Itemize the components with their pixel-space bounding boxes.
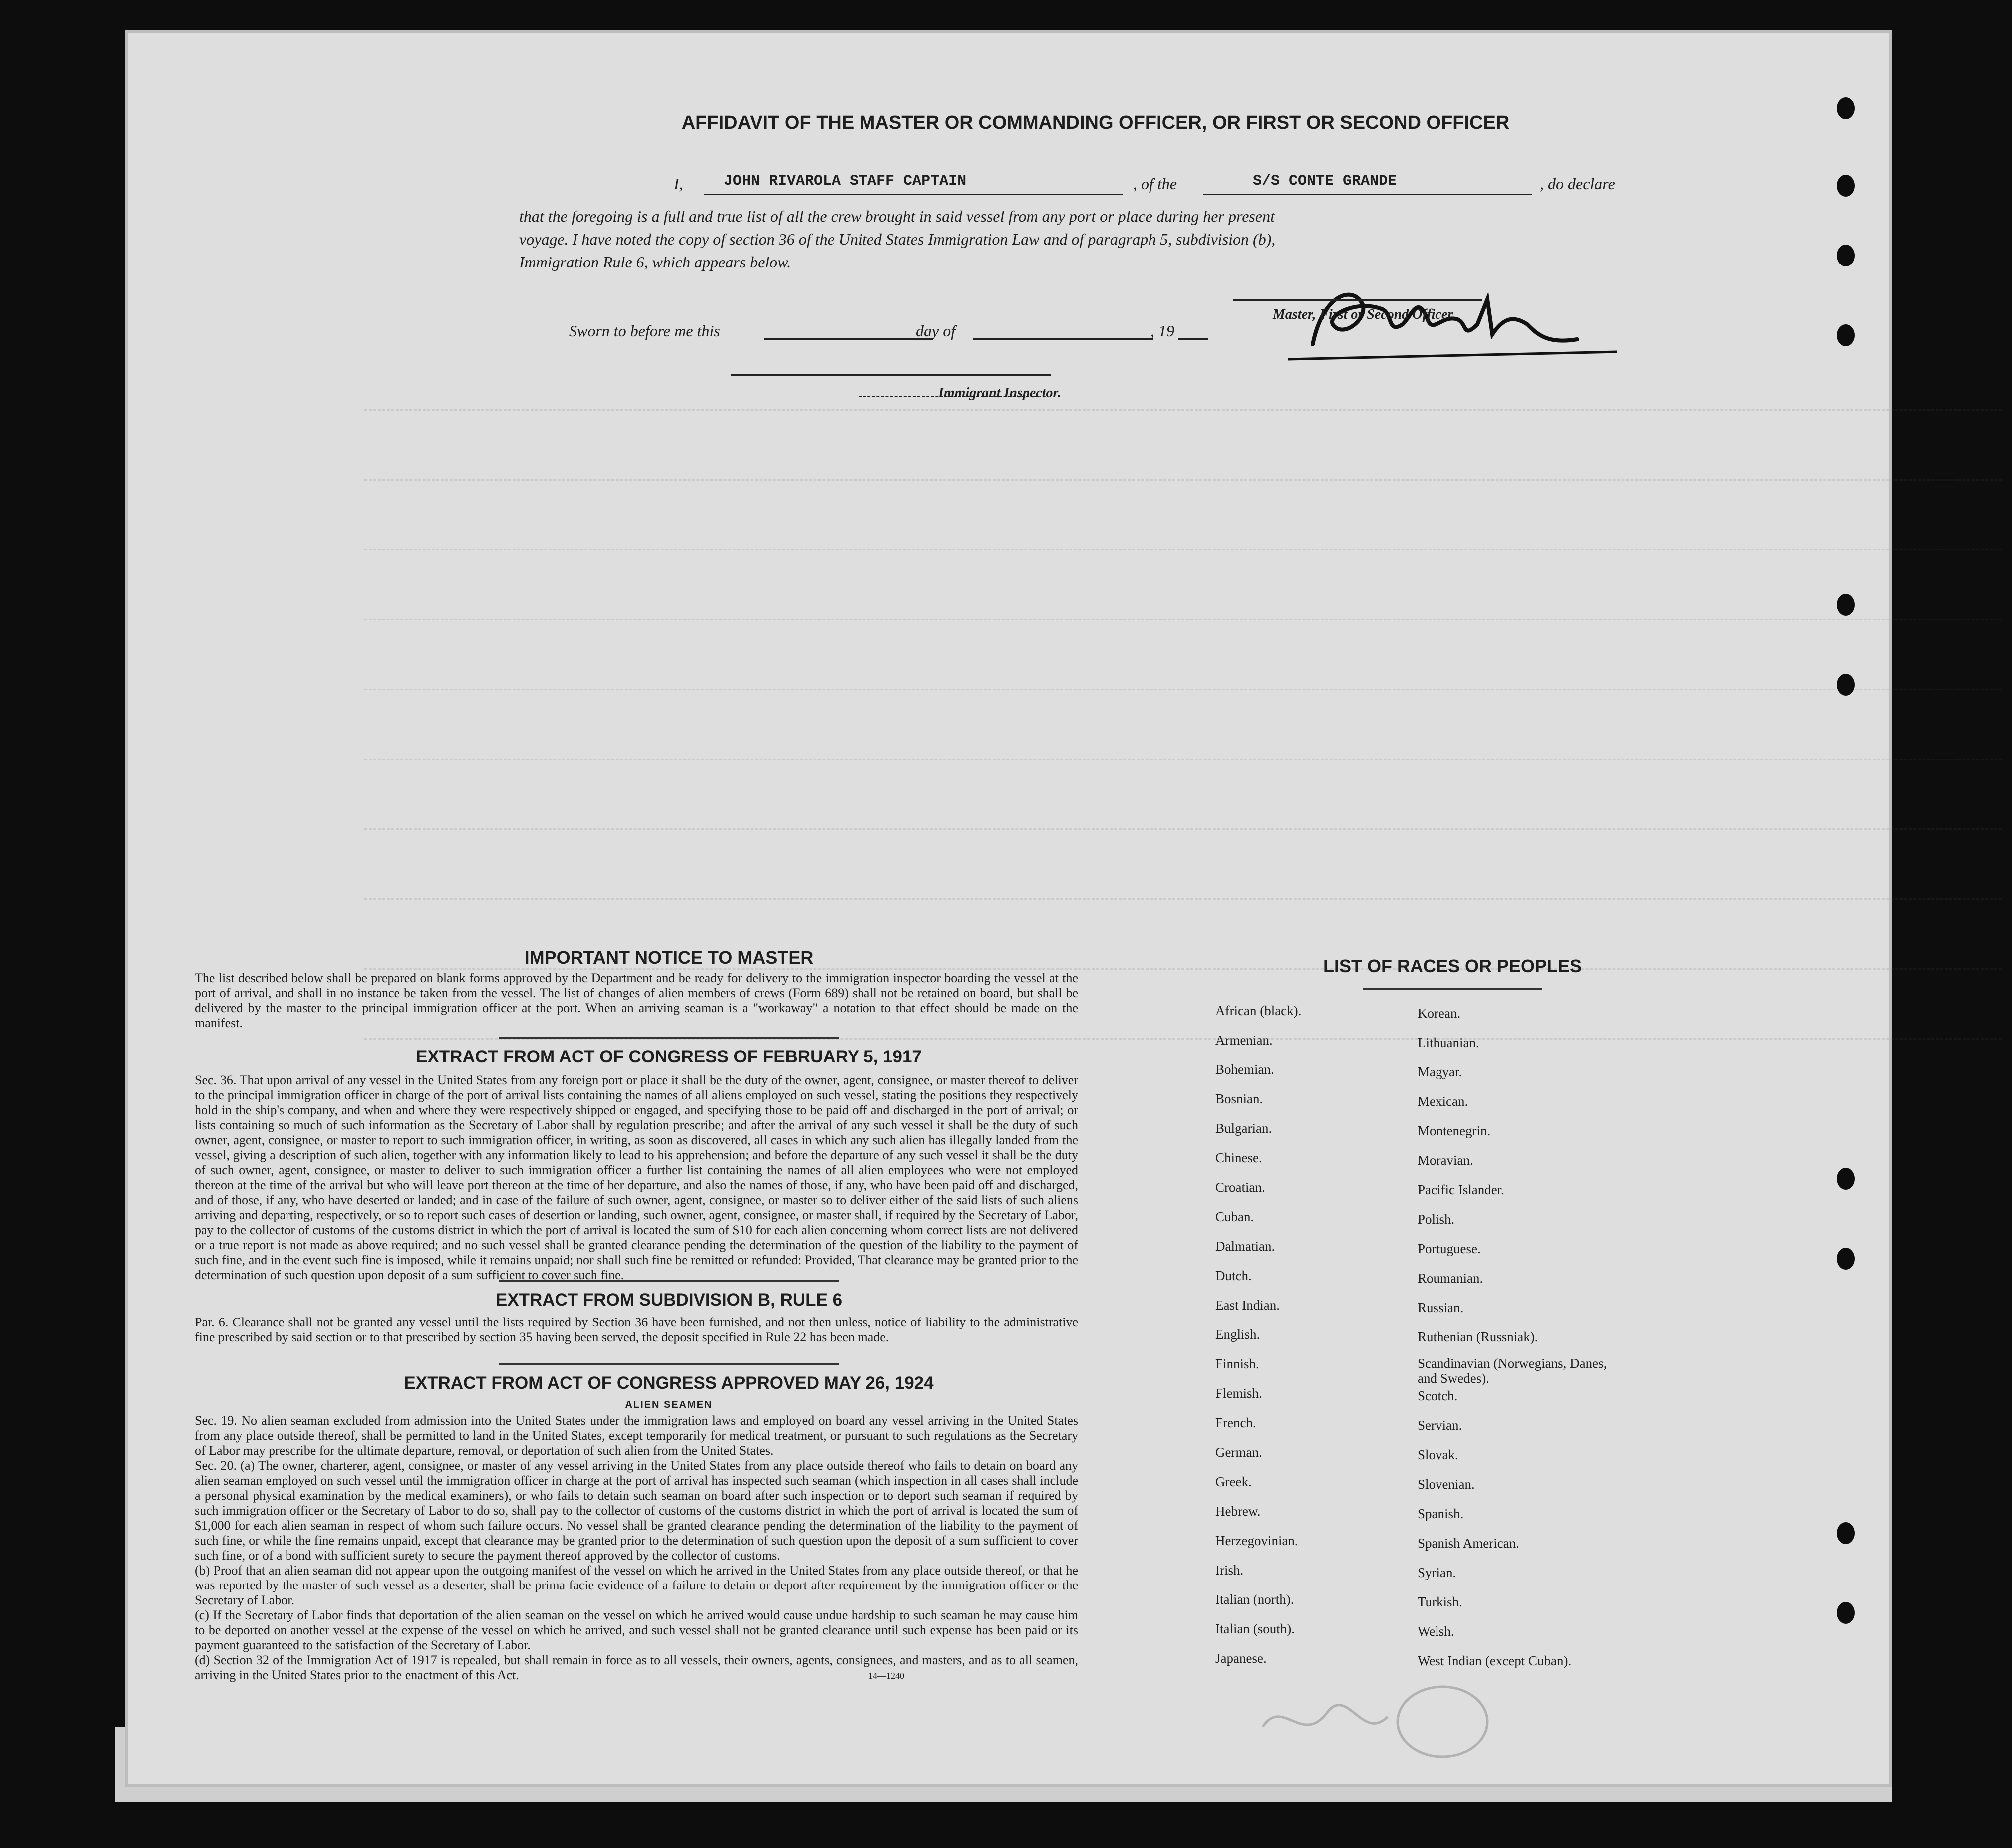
manifest-page	[125, 30, 1892, 1787]
race-item: Welsh.	[1418, 1624, 1454, 1639]
extract-1924-para-2: Sec. 20. (a) The owner, charterer, agent, consignee, or master of any vessel arriving in the United States from any place outside thereof who fails to detain on board any alien seaman employed on such vessel until the immigration officer in charge at the port of arrival has inspected such seaman (which inspection in all cases shall include a personal physical examination by the medical examiners), or who fails to detain such seaman on board after such inspection or to deport such seaman if required by such immigration officer or the Secretary of Labor to do so, shall pay to the collector of customs of the customs district in which the port of arrival is located the sum of $1,000 for each alien seaman in respect of whom such failure occurs. No vessel shall be granted clearance pending the determination of the liability to the payment of such fine, or while the fine remains unpaid, except that clearance may be granted prior to the determination of such question upon the deposit of a sum sufficient to cover such fine, or of a bond with sufficient surety to secure the payment thereof approved by the collector of customs.	[195, 1458, 1078, 1563]
binder-hole	[1837, 1168, 1855, 1190]
sworn-day-line	[764, 338, 933, 340]
race-item: German.	[1215, 1445, 1262, 1460]
statement-line-3: Immigration Rule 6, which appears below.	[519, 253, 791, 271]
do-declare-text: , do declare	[1540, 175, 1615, 193]
race-item: Armenian.	[1215, 1033, 1273, 1048]
races-title: LIST OF RACES OR PEOPLES	[1323, 956, 1582, 976]
race-item: Flemish.	[1215, 1386, 1262, 1401]
race-item: Spanish.	[1418, 1506, 1464, 1521]
race-item: Croatian.	[1215, 1180, 1265, 1195]
race-item: Montenegrin.	[1418, 1123, 1491, 1138]
faint-stamp	[1253, 1667, 1502, 1767]
race-item: Greek.	[1215, 1474, 1252, 1489]
divider	[499, 1363, 839, 1365]
race-item: West Indian (except Cuban).	[1418, 1653, 1572, 1668]
binder-hole	[1837, 97, 1855, 119]
race-item: Russian.	[1418, 1300, 1464, 1315]
notice-title: IMPORTANT NOTICE TO MASTER	[524, 947, 814, 968]
binder-hole	[1837, 245, 1855, 266]
extract-rule6-title: EXTRACT FROM SUBDIVISION B, RULE 6	[495, 1290, 843, 1310]
extract-1924-subtitle: ALIEN SEAMEN	[625, 1399, 713, 1410]
race-item: Portuguese.	[1418, 1241, 1481, 1256]
of-the-text: , of the	[1133, 175, 1177, 193]
race-item: Syrian.	[1418, 1565, 1456, 1580]
extract-1924-body	[195, 1413, 1078, 1683]
race-item: Scandinavian (Norwegians, Danes, and Swedes).	[1418, 1356, 1607, 1386]
race-item: Magyar.	[1418, 1064, 1462, 1079]
race-item: French.	[1215, 1415, 1256, 1430]
extract-1917-text: Sec. 36. That upon arrival of any vessel in the United States from any foreign port or place it shall be the duty of the owner, agent, consignee, or master thereof to deliver to the principal immigration officer in charge of the port of arrival lists containing the names of all aliens employed on such vessel, stating the positions they respectively hold in the ship's company, and when and where they were respectively shipped or engaged, and specifying those to be paid off and discharged in the port of arrival; or lists containing so much of such information as the Secretary of Labor shall by regulation prescribe; and after the arrival of any such vessel it shall be the duty of such owner, agent, consignee, or master to report to such immigration officer, in writing, as soon as discovered, all cases in which any such alien has illegally landed from the vessel, giving a description of such alien, together with any information likely to lead to his apprehension; and before the departure of any such vessel it shall be the duty of such owner, agent, consignee, or master to deliver to such immigration officer a further list containing the names of all alien employees who were not employed thereon at the time of the arrival but who will leave port thereon at the time of her departure, and also the names of those, if any, who have been paid off and discharged, and of those, if any, who have deserted or landed; and in case of the failure of such owner, agent, consignee, or master so to deliver either of the said lists of such aliens arriving and departing, respectively, or so to report such cases of desertion or landing, such owner, agent, consignee, or master shall, if required by the Secretary of Labor, pay to the collector of customs of the customs district in which the port of arrival is located the sum of $10 for each alien concerning whom correct lists are not delivered or a true report is not made as above required; and no such vessel shall be granted clearance pending the determination of the question of the liability to the payment of such fine, and in the event such fine is imposed, while it remains unpaid; nor shall such fine be remitted or refunded: Provided, That clearance may be granted prior to the determination of such question upon deposit of a sum sufficient to cover such fine.	[195, 1073, 1078, 1282]
sworn-year-text: , 19	[1150, 322, 1174, 340]
race-item: Roumanian.	[1418, 1271, 1483, 1286]
race-item: Polish.	[1418, 1212, 1455, 1227]
declarant-prefix: I,	[674, 175, 683, 193]
inspector-signature-line	[731, 374, 1051, 376]
statement-line-1: that the foregoing is a full and true list of all the crew brought in said vessel from any port or place during her present	[519, 207, 1275, 225]
race-item: Spanish American.	[1418, 1536, 1519, 1551]
signature-label: Master, First or Second Officer.	[1273, 307, 1456, 322]
notice-text: The list described below shall be prepared on blank forms approved by the Department and be ready for delivery to the immigration inspector boarding the vessel at the port of arrival, and shall in no instance be taken from the vessel. The list of changes of alien members of crews (Form 689) shall not be retained on board, but shall be delivered by the master to the principal immigration officer at the port. When an arriving seaman is a "workaway" a notation to that effect should be made on the manifest.	[195, 971, 1078, 1030]
binder-hole	[1837, 324, 1855, 346]
binder-hole	[1837, 594, 1855, 616]
race-item: Dalmatian.	[1215, 1239, 1275, 1254]
race-item: Herzegovinian.	[1215, 1533, 1298, 1548]
sworn-year-line	[1178, 338, 1208, 340]
race-item: Slovak.	[1418, 1447, 1458, 1462]
extract-1924-para-5: (d) Section 32 of the Immigration Act of 1917 is repealed, but shall remain in force as to all vessels, their owners, agents, consignees, and masters, and as to all seamen, arriving in the United States prior to the enactment of this Act.	[195, 1653, 1078, 1682]
race-item: Cuban.	[1215, 1209, 1254, 1224]
race-item: Turkish.	[1418, 1594, 1462, 1609]
extract-1917-title: EXTRACT FROM ACT OF CONGRESS OF FEBRUARY 5, 1917	[416, 1047, 922, 1066]
race-item: Bulgarian.	[1215, 1121, 1272, 1136]
race-item: Italian (north).	[1215, 1592, 1294, 1607]
extract-1924-para-4: (c) If the Secretary of Labor finds that deportation of the alien seaman on the vessel on which he arrived would cause undue hardship to such seaman he may cause him to be deported on another vessel at the expense of the vessel on which he arrived, and such vessel shall not be granted clearance until such expense has been paid or its payment guaranteed to the satisfaction of the Secretary of Labor.	[195, 1608, 1078, 1652]
race-item: Pacific Islander.	[1418, 1182, 1504, 1197]
extract-rule6-text: Par. 6. Clearance shall not be granted any vessel until the lists required by Section 36 have been furnished, and not then unless, notice of liability to the administrative fine prescribed by said section or to that prescribed by section 35 having been served, the deposit specified in Rule 22 has been made.	[195, 1315, 1078, 1344]
extract-1924-para-1: Sec. 19. No alien seaman excluded from admission into the United States under the immigration laws and employed on board any vessel arriving in the United States from any place outside thereof, shall be permitted to land in the United States, except temporarily for medical treatment, or pursuant to such regulations as the Secretary of Labor may prescribe for the ultimate departure, removal, or deportation of such alien from the United States.	[195, 1413, 1078, 1458]
race-item: Scotch.	[1418, 1388, 1458, 1403]
race-item: Servian.	[1418, 1418, 1462, 1433]
binder-hole	[1837, 1602, 1855, 1624]
race-item: Mexican.	[1418, 1094, 1468, 1109]
race-item: Chinese.	[1215, 1150, 1262, 1165]
race-item: Japanese.	[1215, 1651, 1267, 1666]
declarant-name-line	[704, 194, 1123, 195]
sworn-day-text: day of	[916, 322, 956, 340]
affidavit-title: AFFIDAVIT OF THE MASTER OR COMMANDING OFFICER, OR FIRST OR SECOND OFFICER	[681, 112, 1510, 133]
race-item: Bosnian.	[1215, 1091, 1263, 1106]
race-item: Finnish.	[1215, 1356, 1259, 1371]
race-item: African (black).	[1215, 1003, 1302, 1018]
race-item: English.	[1215, 1327, 1260, 1342]
binder-hole	[1837, 175, 1855, 197]
race-item: Dutch.	[1215, 1268, 1252, 1283]
vessel-name-line	[1203, 194, 1532, 195]
race-item: East Indian.	[1215, 1298, 1280, 1313]
race-item: Irish.	[1215, 1563, 1244, 1578]
binder-hole	[1837, 1522, 1855, 1544]
divider	[499, 1037, 839, 1039]
race-item: Italian (south).	[1215, 1621, 1295, 1636]
binder-hole	[1837, 674, 1855, 696]
race-item: Moravian.	[1418, 1153, 1473, 1168]
divider	[499, 1280, 839, 1282]
extract-1924-title: EXTRACT FROM ACT OF CONGRESS APPROVED MAY 26, 1924	[404, 1373, 934, 1393]
race-item: Korean.	[1418, 1006, 1461, 1021]
inspector-label: Immigrant Inspector.	[938, 385, 1061, 401]
signature-line	[1233, 299, 1482, 301]
form-number: 14—1240	[868, 1671, 904, 1681]
race-item: Hebrew.	[1215, 1504, 1261, 1519]
statement-line-2: voyage. I have noted the copy of section 36 of the United States Immigration Law and of paragraph 5, subdivision (b),	[519, 230, 1276, 248]
affidavit-statement	[519, 205, 1647, 273]
binder-hole	[1837, 1248, 1855, 1270]
sworn-prefix: Sworn to before me this	[569, 322, 720, 340]
sworn-month-line	[973, 338, 1153, 340]
race-item: Lithuanian.	[1418, 1035, 1479, 1050]
race-item: Slovenian.	[1418, 1477, 1475, 1492]
extract-1924-para-3: (b) Proof that an alien seaman did not appear upon the outgoing manifest of the vessel on which he arrived in the United States from any place outside thereof, or that he was reported by the master of such vessel as a deserter, shall be prima facie evidence of a failure to detain or deport after requirement by the immigration officer or the Secretary of Labor.	[195, 1563, 1078, 1607]
declarant-name: JOHN RIVAROLA STAFF CAPTAIN	[724, 173, 967, 190]
race-item: Ruthenian (Russniak).	[1418, 1329, 1538, 1344]
divider	[1363, 988, 1542, 990]
race-item: Bohemian.	[1215, 1062, 1274, 1077]
vessel-name: S/S CONTE GRANDE	[1253, 173, 1397, 190]
